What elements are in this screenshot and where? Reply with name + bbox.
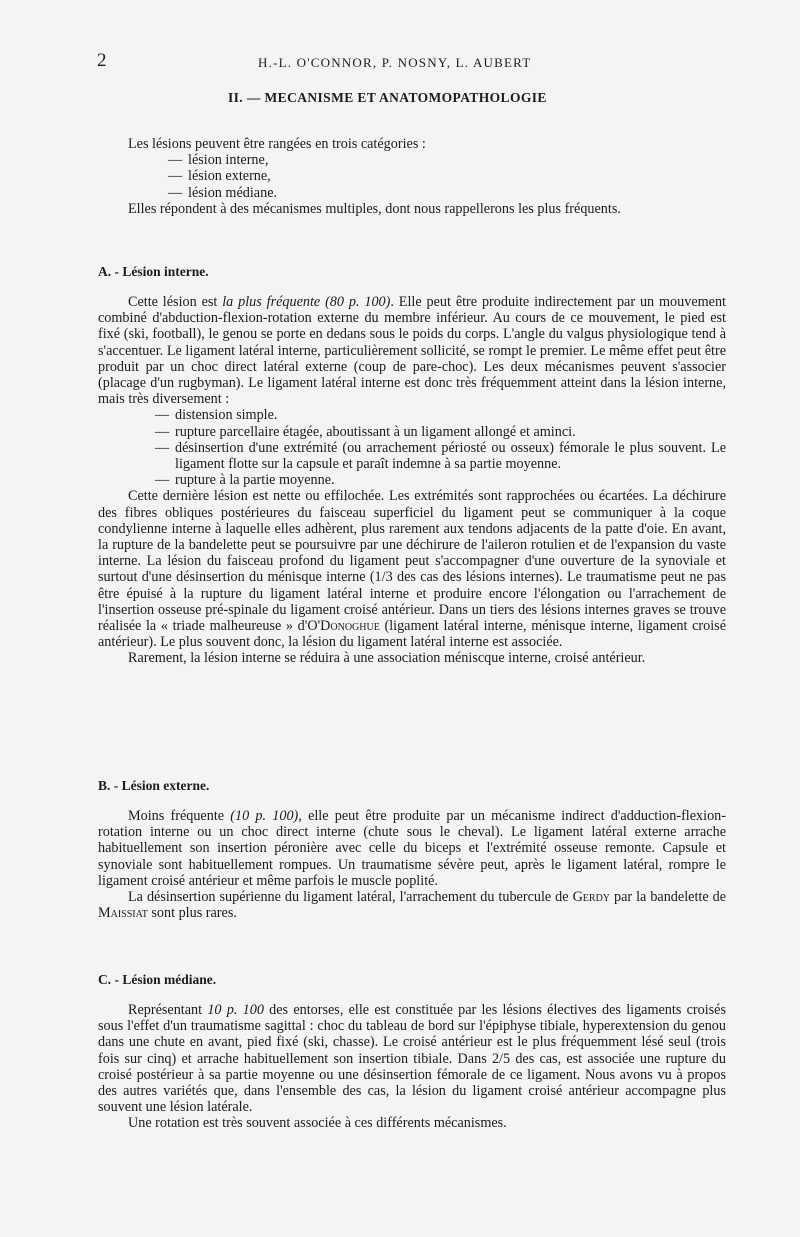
list-item: — lésion externe,	[168, 168, 271, 185]
list-item: — lésion médiane.	[168, 184, 278, 201]
section-c-paragraph-1: Représentant 10 p. 100 des entorses, elle est constituée par les lésions électives des ligaments croisés sous l'effet d'un traumatisme sagittal : choc du tableau de bord sur l'épiphyse tibiale, hyperextension du genou dans une chute en avant, pied fixé (ski, chasse). Le croisé antérieur est le plus fréquemment lésé seul (trois fois sur cinq) et arrache habituellement son insertion tibiale. Dans 2/5 des cas, est associée une rupture du croisé postérieur à sa partie moyenne ou une désinsertion fémorale de ce ligament. Nous avons vu à propos des autres variétés que, dans l'ensemble des cas, la lésion du ligament croisé antérieur accompagne plus souvent une lésion latérale.	[98, 1002, 727, 1116]
section-a-paragraph-3: Rarement, la lésion interne se réduira à une association méniscque interne, croisé antérieur.	[128, 650, 646, 667]
list-item: — lésion interne,	[168, 152, 269, 169]
section-title: II. — MECANISME ET ANATOMOPATHOLOGIE	[228, 90, 547, 105]
dash: —	[168, 168, 183, 185]
list-item: — désinsertion d'une extrémité (ou arrachement périosté ou osseux) fémorale le plus souvent. Le ligament flotte sur la capsule et paraît indemne à sa partie moyenne.	[155, 439, 726, 473]
section-a-list	[155, 407, 726, 488]
author-name: Gerdy	[572, 889, 611, 906]
running-header-authors: H.-L. O'CONNOR, P. NOSNY, L. AUBERT	[258, 55, 532, 70]
section-c-heading: C. - Lésion médiane.	[98, 972, 217, 987]
list-item: — rupture parcellaire étagée, aboutissant à un ligament allongé et aminci.	[155, 423, 576, 440]
section-b-heading: B. - Lésion externe.	[98, 778, 210, 793]
emphasis: 10 p. 100	[207, 1002, 264, 1018]
intro-paragraph-2: Elles répondent à des mécanismes multiples, dont nous rappellerons les plus fréquents.	[128, 200, 621, 217]
emphasis: (10 p. 100)	[230, 808, 299, 824]
author-name: Maissiat	[98, 905, 148, 922]
section-b-paragraph-2: La désinsertion supérienne du ligament latéral, l'arrachement du tubercule de Gerdy par la bandelette de Maissiat sont plus rares.	[98, 889, 726, 922]
dash: —	[168, 184, 183, 201]
section-a-heading: A. - Lésion interne.	[98, 264, 209, 279]
list-item: — rupture à la partie moyenne.	[155, 472, 335, 489]
category-list	[168, 152, 726, 201]
section-b-body	[98, 808, 726, 921]
emphasis: la plus fréquente (80 p. 100)	[222, 294, 391, 310]
section-a-paragraph-1: Cette lésion est la plus fréquente (80 p. 100). Elle peut être produite indirectement par un mouvement combiné d'abduction-flexion-rotation externe du membre inférieur. Au cours de ce mouvement, le pied est fixé (ski, football), le genou se porte en dedans sous le poids du corps. L'angle du valgus physiologique tend à s'accentuer. Le ligament latéral interne, particulièrement sollicité, se rompt le premier. Le même effet peut être produit par un choc direct latéral externe (coup de pare-choc). Les deux mécanismes peuvent s'associer (placage d'un rugbyman). Le ligament latéral interne est donc très fréquemment atteint dans la lésion interne, mais très diversement :	[98, 294, 726, 408]
list-item: — distension simple.	[155, 407, 278, 424]
dash: —	[168, 152, 183, 169]
intro-block	[98, 136, 726, 217]
section-b-paragraph-1: Moins fréquente (10 p. 100), elle peut être produite par un mécanisme indirect d'adduction-flexion-rotation interne ou un choc direct interne (chute sous le cheval). Le ligament latéral externe arrache habituellement son insertion péronière avec celle du biceps et l'extrémité osseuse remonte. Capsule et synoviale sont habituellement rompues. Un traumatisme sévère peut, après le ligament latéral, rompre le ligament croisé antérieur et même parfois le muscle poplité.	[98, 808, 726, 889]
intro-paragraph: Les lésions peuvent être rangées en trois catégories :	[128, 136, 426, 152]
section-c-paragraph-2: Une rotation est très souvent associée à ces différents mécanismes.	[128, 1115, 507, 1132]
section-a-body	[98, 294, 726, 667]
section-a-paragraph-2: Cette dernière lésion est nette ou effilochée. Les extrémités sont rapprochées ou écartées. La déchirure des fibres obliques postérieures du faisceau superficiel du ligament peut se communiquer à la coque condylienne interne à laquelle elles adhèrent, plus rarement aux tendons adjacents de la patte d'oie. En avant, la rupture de la bandelette peut se poursuivre par une déchirure de l'aileron rotulien et de l'expansion du vaste interne. La lésion du faisceau profond du ligament peut s'accompagner d'une ouverture de la synoviale et surtout d'une désinsertion du ménisque interne (1/3 des cas des lésions internes). Le traumatisme peut ne pas être épuisé à la rupture du ligament latéral interne et produire encore l'élongation ou l'arrachement de l'insertion osseuse pré-spinale du ligament croisé antérieur. Dans un tiers des lésions internes graves se trouve réalisée la « triade malheureuse » d'O'Donoghue (ligament latéral interne, ménisque interne, ligament croisé antérieur). Le plus souvent donc, la lésion du ligament latéral interne est associée.	[98, 488, 726, 651]
page-number: 2	[97, 50, 107, 71]
section-c-body	[98, 1002, 726, 1132]
author-name: O'Donoghue	[307, 618, 380, 635]
